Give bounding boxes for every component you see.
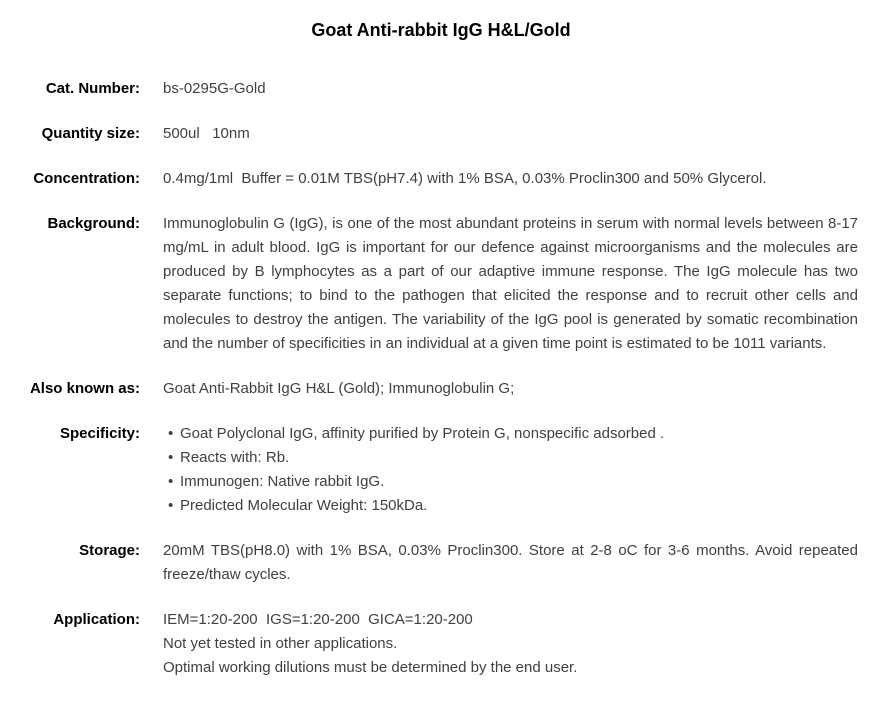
concentration-label: Concentration:: [33, 170, 140, 187]
field-row-specificity: [0, 422, 882, 518]
also-known-as-label: Also known as:: [29, 380, 140, 397]
application-disclaimer-line: Optimal working dilutions must be determined by the end user.: [163, 659, 578, 676]
application-dilutions-line: IEM=1:20-200 IGS=1:20-200 GICA=1:20-200: [163, 611, 473, 628]
application-label: Application:: [53, 611, 140, 628]
specificity-bullet-item: • Reacts with: Rb.: [168, 446, 858, 470]
quantity-size-label: Quantity size:: [41, 125, 140, 142]
cat-number-value: bs-0295G-Gold: [163, 80, 266, 97]
quantity-size-value: 500ul 10nm: [163, 125, 250, 142]
specificity-bullet-item: • Predicted Molecular Weight: 150kDa.: [168, 494, 858, 518]
field-row-cat-number: [0, 77, 882, 101]
field-row-storage: [0, 539, 882, 587]
specificity-bullet-item: • Goat Polyclonal IgG, affinity purified by Protein G, nonspecific adsorbed .: [168, 422, 858, 446]
cat-number-label: Cat. Number:: [45, 80, 140, 97]
storage-label: Storage:: [79, 542, 140, 559]
specificity-bullet-list: [163, 422, 858, 518]
specificity-value: [163, 422, 858, 518]
concentration-value: 0.4mg/1ml Buffer = 0.01M TBS(pH7.4) with 1% BSA, 0.03% Proclin300 and 50% Glycerol.: [163, 170, 767, 187]
also-known-as-value: Goat Anti-Rabbit IgG H&L (Gold); Immunoglobulin G;: [163, 380, 515, 397]
specificity-bullet-item: • Immunogen: Native rabbit IgG.: [168, 470, 858, 494]
field-row-quantity-size: [0, 122, 882, 146]
application-note-line: Not yet tested in other applications.: [163, 635, 398, 652]
storage-value: 20mM TBS(pH8.0) with 1% BSA, 0.03% Proclin300. Store at 2-8 oC for 3-6 months. Avoid repeated freeze/thaw cycles.: [163, 542, 858, 583]
specificity-label: Specificity:: [59, 425, 140, 442]
field-row-concentration: [0, 167, 882, 191]
page-title: Goat Anti-rabbit IgG H&L/Gold: [311, 20, 571, 40]
background-value: Immunoglobulin G (IgG), is one of the most abundant proteins in serum with normal levels between 8-17 mg/mL in adult blood. IgG is important for our defence against microorganisms and the molecules are produced by B lymphocytes as a part of our adaptive immune response. The IgG molecule has two separate functions; to bind to the pathogen that elicited the response and to recruit other cells and molecules to destroy the antigen. The variability of the IgG pool is generated by somatic recombination and the number of specificities in an individual at a given time point is estimated to be 1011 variants.: [163, 215, 858, 352]
field-row-application: [0, 608, 882, 680]
field-row-background: [0, 212, 882, 356]
background-label: Background:: [47, 215, 140, 232]
application-value: [163, 608, 858, 680]
field-row-also-known-as: [0, 377, 882, 401]
